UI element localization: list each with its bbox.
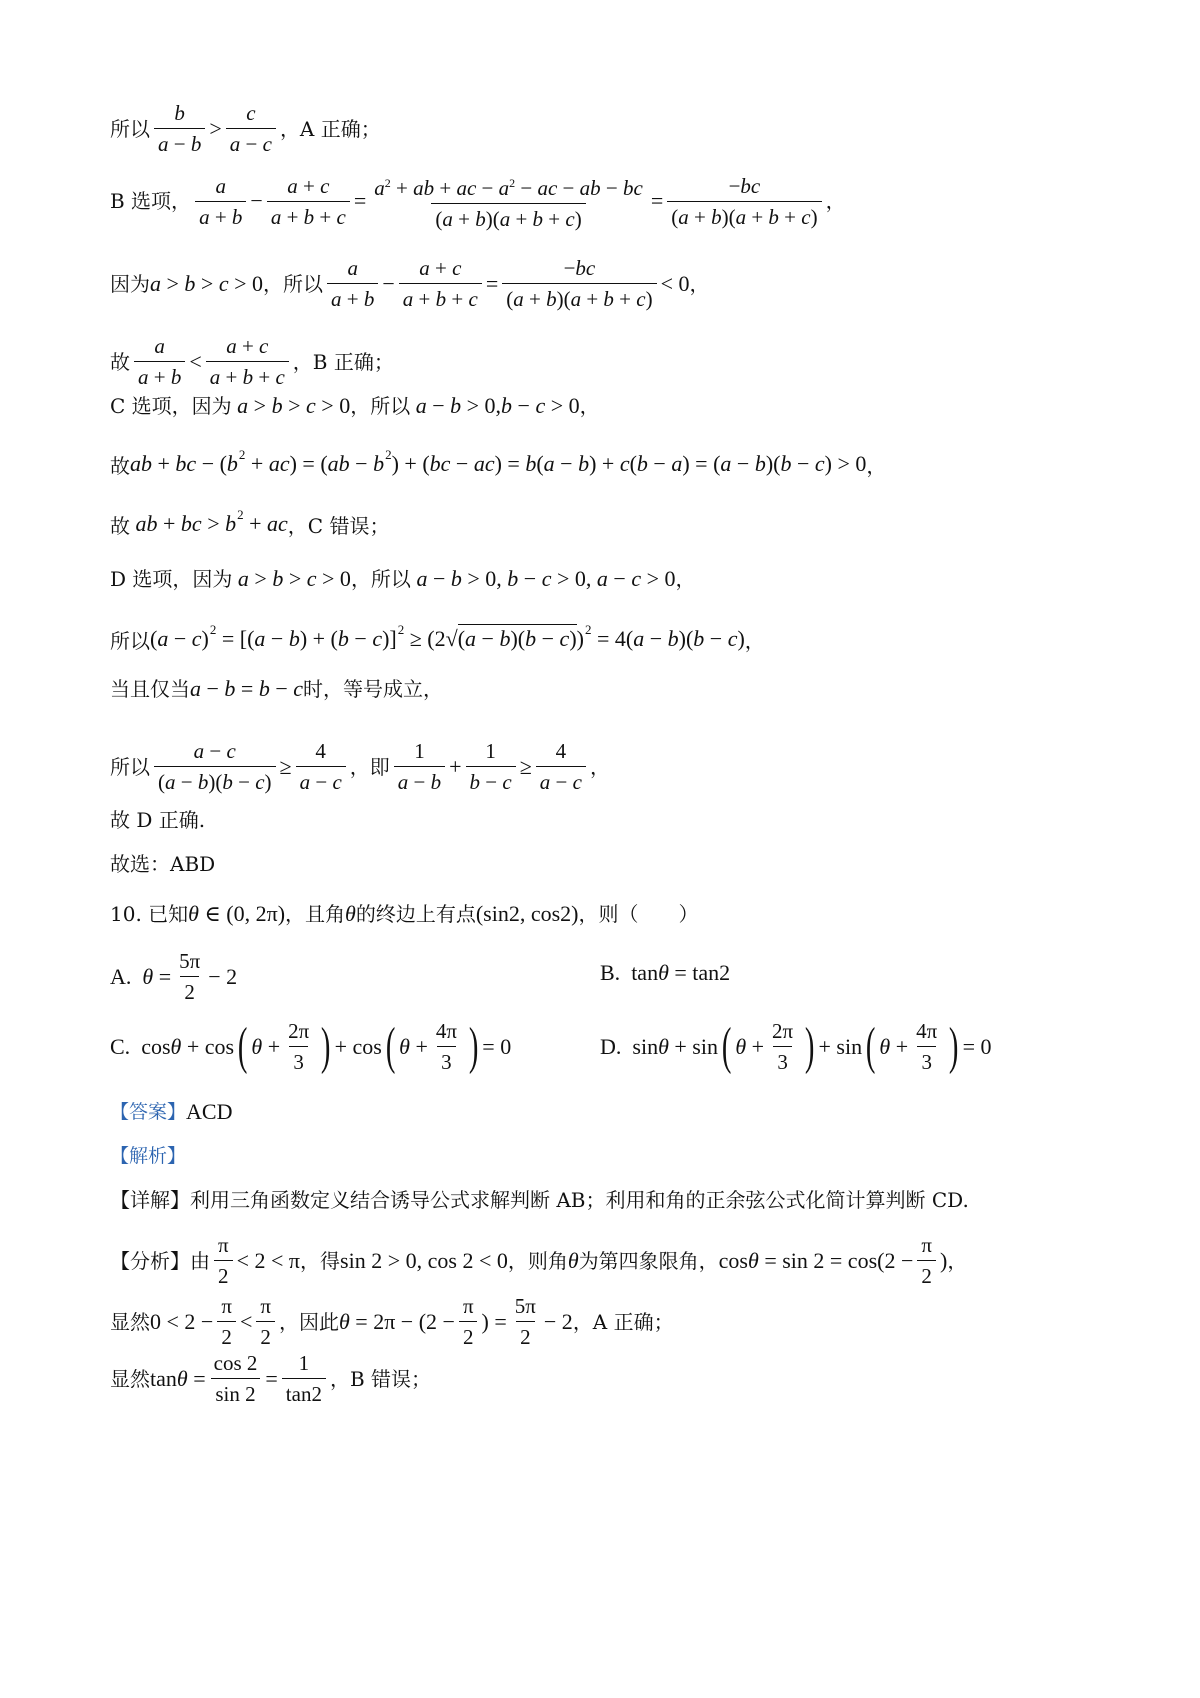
text: 显然: [110, 1366, 150, 1391]
text: ，所以: [263, 271, 324, 296]
text: 所以: [110, 628, 150, 653]
text: 显然: [110, 1309, 150, 1334]
analysis-tag: 【解析】: [110, 1145, 187, 1167]
option-label: C.: [110, 1033, 131, 1059]
line-b-because: 因为 a > b > c > 0 ，所以 $\frac{a}{a + b}$ − $\frac{a + c}{a + b + c}$ = $\frac{-bc}{(a + b)(a + b + c)}$ < 0 ，: [110, 256, 710, 311]
line-d-correct: [110, 806, 205, 834]
text: 所以: [110, 116, 150, 141]
text: 当且仅当: [110, 677, 190, 701]
text: B 选项，: [110, 189, 192, 213]
option-b: B. tanθ = tan2: [600, 960, 731, 985]
text: ，因此: [278, 1309, 339, 1334]
line-a-conclusion: 所以 $\frac{b}{a - b}$ > $\frac{c}{a - c}$ ，A 正确；: [110, 101, 381, 156]
line-c-option: C 选项，因为 a > b > c > 0 ，所以 a − b > 0, b − c > 0 ，: [110, 393, 600, 418]
text: ，所以: [350, 394, 411, 418]
text: ，A 正确；: [279, 116, 381, 141]
text: ，B 错误；: [329, 1366, 432, 1391]
text: ，B 正确；: [292, 349, 394, 374]
text: ，即: [349, 754, 390, 779]
line-b-option: B 选项， $\frac{a}{a + b}$ − $\frac{a + c}{a + b + c}$ = $\frac{a^2 + ab + ac - a^2 - ac - ab - bc}{(a + b)(a + b + c)}$ = $\frac{-bc}{(a + b)(a + b + c)}$ ，: [110, 173, 846, 231]
option-label: A.: [110, 963, 132, 989]
answer-line: [110, 1098, 232, 1126]
text: 因为: [110, 271, 150, 296]
answer-value: ACD: [186, 1099, 233, 1124]
text: 【分析】由: [110, 1248, 210, 1273]
text: 所以: [110, 754, 150, 779]
text: D 选项，因为: [110, 567, 233, 591]
question-10: 10. 已知 θ ∈ (0, 2π) ，且角 θ 的终边上有点 (sin2, cos2) ，则（ ）: [110, 901, 699, 926]
text: 故: [110, 453, 130, 478]
analysis-line: [110, 1142, 186, 1170]
option-a: A. θ = $\frac{5\pi}{2}$ − 2: [110, 949, 238, 1004]
detail-line: [110, 1186, 969, 1214]
option-d: D. sinθ + sin ( θ + $\frac{2\pi}{3}$ ) + sin ( θ + $\frac{4\pi}{3}$ ) = 0: [600, 1017, 992, 1075]
text: 故 D 正确.: [110, 808, 206, 832]
text: 的终边上有点: [355, 902, 476, 926]
line-c-conclusion: 故 ab + bc > $b^2$ + ac ，C 错误；: [110, 507, 390, 538]
line-c-expand: 故 ab + bc − $(b^2 + ac) = (ab - b^2) + (bc - ac) = b(a - b) + c(b - a) = (a - b)(b - c) > 0$ ，: [110, 447, 887, 478]
text: ，C 错误；: [287, 513, 390, 538]
fraction: $\frac{c}{a - c}$: [226, 100, 276, 157]
analysis-quadrant-line: 【分析】由 $\frac{\pi}{2}$ < 2 < π ，得 sin 2 > 0, cos 2 < 0 ，则角 θ 为第四象限角， cosθ = sin 2 = cos(2 − $\frac{\pi}{2}$ ) ，: [110, 1233, 968, 1288]
answer-tag: 【答案】: [110, 1101, 187, 1123]
text: ，则角: [507, 1248, 568, 1273]
option-c: C. cosθ + cos ( θ + $\frac{2\pi}{3}$ ) + cos ( θ + $\frac{4\pi}{3}$ ) = 0: [110, 1017, 512, 1075]
text: ，A 正确；: [572, 1309, 674, 1334]
text: C 选项，因为: [110, 394, 232, 418]
analysis-tan-line: 显然 tanθ = $\frac{\cos 2}{\sin 2}$ = $\frac{1}{\tan 2}$ ，B 错误；: [110, 1351, 432, 1406]
line-selection: [110, 850, 215, 878]
fraction: $\frac{b}{a - b}$: [154, 100, 205, 157]
option-label: B.: [600, 960, 621, 985]
line-d-equality: 当且仅当 a − b = b − c 时，等号成立，: [110, 676, 444, 701]
text: ，得: [300, 1248, 341, 1273]
line-d-option: D 选项，因为 a > b > c > 0 ，所以 a − b > 0, b − c > 0, a − c > 0 ，: [110, 566, 696, 591]
option-label: D.: [600, 1033, 622, 1059]
text: 故: [110, 349, 130, 374]
text: ，所以: [350, 567, 411, 591]
line-d-inequality: 所以 $(a - c)^2 = [(a - b) + (b - c)]^2 \ge (2√(a - b)(b - c))^2 = 4(a - b)(b - c)$ ，: [110, 622, 765, 653]
text: ，且角: [285, 902, 346, 926]
text: 故选：ABD: [110, 852, 216, 876]
text: 故: [110, 513, 130, 538]
text: ，则（ ）: [578, 902, 699, 926]
line-d-result: 所以 $\frac{a - c}{(a - b)(b - c)}$ ≥ $\frac{4}{a - c}$ ，即 $\frac{1}{a - b}$ + $\frac{1}{b - c}$ ≥ $\frac{4}{a - c}$ ，: [110, 739, 610, 794]
text: 10. 已知: [110, 902, 189, 926]
text: 【详解】利用三角函数定义结合诱导公式求解判断 AB；利用和角的正余弦公式化简计算判断 CD.: [110, 1188, 969, 1212]
text: 时，等号成立，: [303, 677, 444, 701]
analysis-theta-line: 显然 0 < 2 − $\frac{\pi}{2}$ < $\frac{\pi}{2}$ ，因此 θ = 2π − (2 − $\frac{\pi}{2}$ ) = $\frac{5\pi}{2}$ − 2 ，A 正确；: [110, 1294, 674, 1349]
text: 为第四象限角，: [578, 1248, 719, 1273]
line-b-conclusion: 故 $\frac{a}{a + b}$ < $\frac{a + c}{a + b + c}$ ，B 正确；: [110, 334, 394, 389]
